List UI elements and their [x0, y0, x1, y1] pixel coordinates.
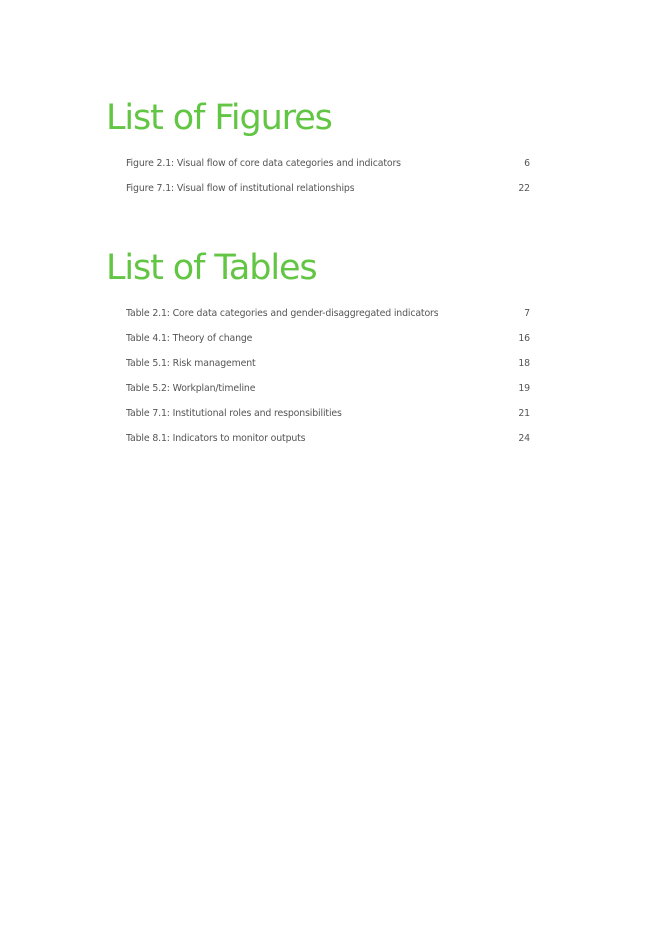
table-entry-label: Table 8.1: Indicators to monitor outputs — [126, 433, 306, 444]
figure-entry-label: Figure 2.1: Visual flow of core data categories and indicators — [126, 158, 401, 169]
figures-list — [126, 156, 530, 206]
tables-list — [126, 306, 530, 456]
list-of-figures-section — [106, 97, 536, 194]
table-entry-label: Table 2.1: Core data categories and gender-disaggregated indicators — [126, 308, 439, 319]
table-entry[interactable] — [126, 406, 530, 431]
table-entry-label: Table 5.2: Workplan/timeline — [126, 383, 256, 394]
table-entry-label: Table 7.1: Institutional roles and responsibilities — [126, 408, 342, 419]
table-entry-label: Table 4.1: Theory of change — [126, 333, 253, 344]
figure-entry-page-number: 22 — [518, 183, 530, 194]
table-entry[interactable] — [126, 356, 530, 381]
table-entry[interactable] — [126, 431, 530, 456]
table-entry-page-number: 19 — [518, 383, 530, 394]
table-entry[interactable] — [126, 306, 530, 331]
list-of-figures-heading: List of Figures — [106, 98, 332, 138]
figure-entry[interactable] — [126, 181, 530, 206]
list-of-tables-heading: List of Tables — [106, 248, 317, 288]
table-entry[interactable] — [126, 331, 530, 356]
table-entry-page-number: 18 — [518, 358, 530, 369]
list-of-tables-section — [106, 247, 536, 444]
table-entry-page-number: 21 — [518, 408, 530, 419]
table-entry-page-number: 7 — [524, 308, 530, 319]
figure-entry[interactable] — [126, 156, 530, 181]
table-entry-page-number: 24 — [518, 433, 530, 444]
figure-entry-label: Figure 7.1: Visual flow of institutional relationships — [126, 183, 355, 194]
table-entry-label: Table 5.1: Risk management — [126, 358, 256, 369]
table-entry-page-number: 16 — [518, 333, 530, 344]
table-entry[interactable] — [126, 381, 530, 406]
figure-entry-page-number: 6 — [524, 158, 530, 169]
